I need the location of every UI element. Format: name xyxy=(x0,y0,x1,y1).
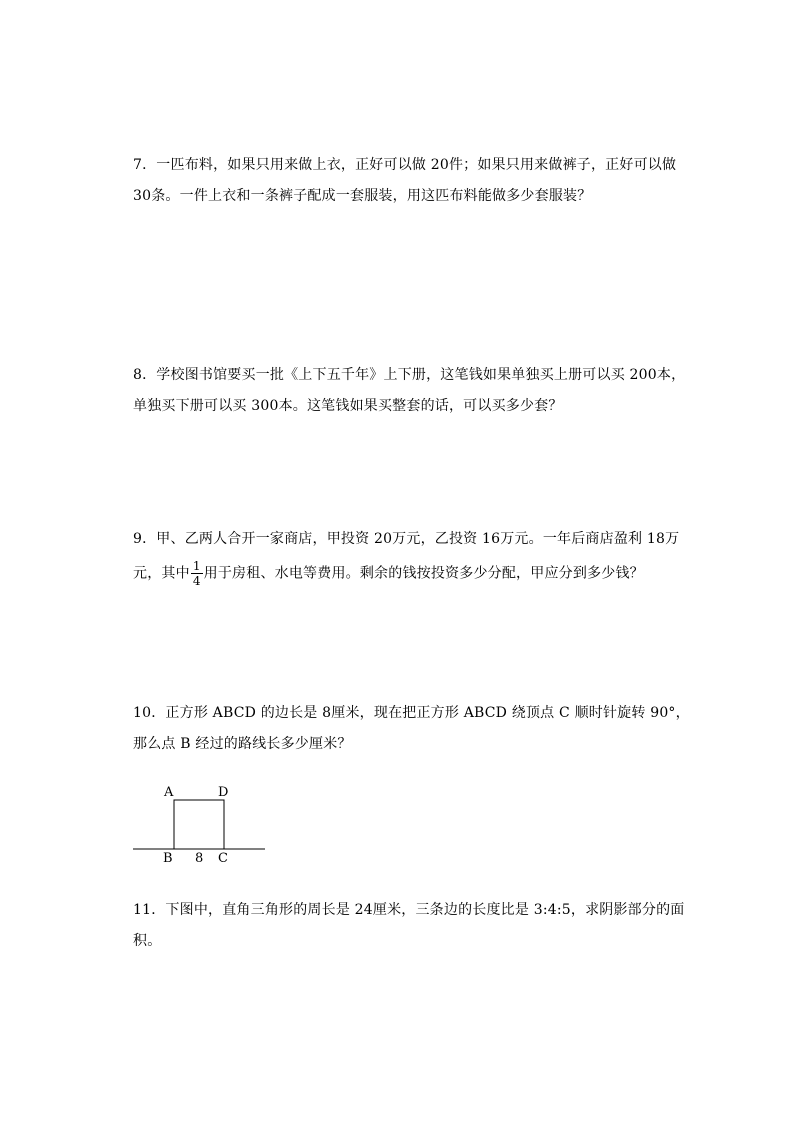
question-7-line-1: 7．一匹布料，如果只用来做上衣，正好可以做 20件；如果只用来做裤子，正好可以做 xyxy=(133,157,677,173)
question-9-line-2-end: 用于房租、水电等费用。剩余的钱按投资多少分配，甲应分到多少钱？ xyxy=(203,565,644,582)
vertex-label-b: B xyxy=(163,851,173,866)
question-9-line-2-start: 元，其中 xyxy=(133,565,190,582)
fraction-numerator: 1 xyxy=(192,559,201,573)
vertex-label-c: C xyxy=(218,851,228,866)
question-11-line-2: 积。 xyxy=(133,933,162,949)
question-11-line-1: 11．下图中，直角三角形的周长是 24厘米，三条边的长度比是 3:4:5，求阴影部分的面 xyxy=(133,902,685,918)
question-8-line-1: 8．学校图书馆要买一批《上下五千年》上下册，这笔钱如果单独买上册可以买 200本， xyxy=(133,367,686,383)
question-8-line-2: 单独买下册可以买 300本。这笔钱如果买整套的话，可以买多少套？ xyxy=(133,398,563,414)
question-9-line-1: 9．甲、乙两人合开一家商店，甲投资 20万元，乙投资 16万元。一年后商店盈利 18万 xyxy=(133,531,680,547)
square xyxy=(174,800,224,849)
question-10-line-1: 10．正方形 ABCD 的边长是 8厘米，现在把正方形 ABCD 绕顶点 C 顺时针旋转 90°， xyxy=(133,705,690,721)
vertex-label-a: A xyxy=(164,785,174,800)
side-length-label: 8 xyxy=(195,851,204,866)
question-10-line-2: 那么点 B 经过的路线长多少厘米？ xyxy=(133,736,352,752)
question-7-line-2: 30条。一件上衣和一条裤子配成一套服装，用这匹布料能做多少套服装？ xyxy=(133,188,592,204)
vertex-label-d: D xyxy=(218,785,229,800)
fraction-denominator: 4 xyxy=(192,574,201,588)
